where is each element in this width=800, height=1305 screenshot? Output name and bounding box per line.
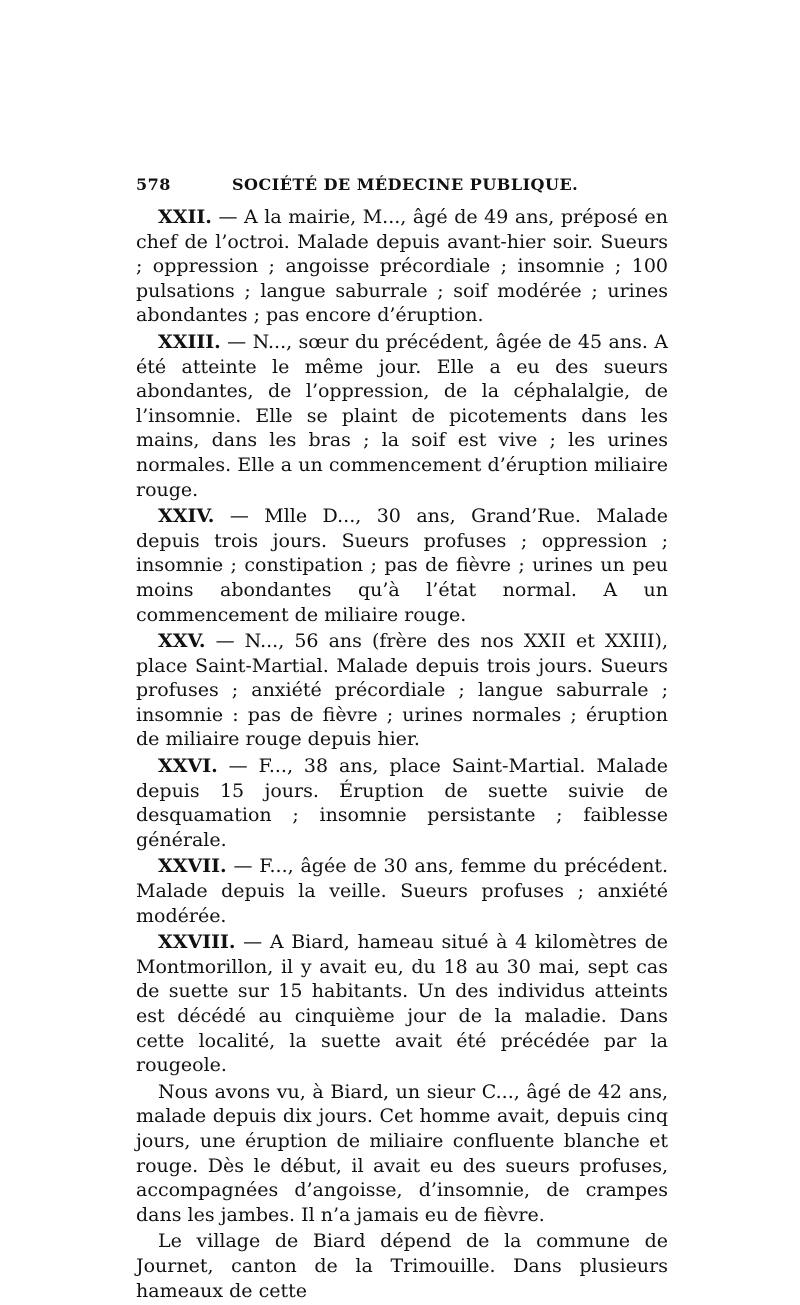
paragraph-case-xxii <box>136 205 668 328</box>
running-title: SOCIÉTÉ DE MÉDECINE PUBLIQUE. <box>232 175 579 194</box>
paragraph-case-xxvi <box>136 754 668 852</box>
paragraph-case-xxvii <box>136 854 668 928</box>
case-number: XXVIII. <box>158 931 236 954</box>
page-number: 578 <box>136 175 171 194</box>
paragraph-biard-village <box>136 1229 668 1303</box>
paragraph-text: Nous avons vu, à Biard, un sieur C..., âgé de 42 ans, malade depuis dix jours. Cet homme avait, depuis cinq jours, une éruption de miliaire confluente blanche et rouge. Dès le début, il avait eu des sueurs profuses, accompagnées d’angoisse, d’insomnie, de crampes dans les jambes. Il n’a jamais eu de fièvre. <box>136 1080 668 1226</box>
paragraph-text: Le village de Biard dépend de la commune de Journet, canton de la Trimouille. Dans plusieurs hameaux de cette <box>136 1230 668 1302</box>
case-text: — F..., âgée de 30 ans, femme du précédent. Malade depuis la veille. Sueurs profuses ; anxiété modérée. <box>136 855 668 927</box>
case-number: XXII. <box>158 206 212 228</box>
case-number: XXIII. <box>158 330 221 353</box>
body-text <box>136 205 668 1303</box>
paragraph-biard-observation <box>136 1080 668 1228</box>
paragraph-case-xxviii <box>136 930 668 1078</box>
paragraph-case-xxiv <box>136 504 668 627</box>
case-text: — N..., sœur du précédent, âgée de 45 ans. A été atteinte le même jour. Elle a eu des sueurs abondantes, de l’oppression, de la céphalalgie, de l’insomnie. Elle se plaint de picotements dans les mains, dans les bras ; la soif est vive ; les urines normales. Elle a un commencement d’éruption miliaire rouge. <box>136 330 668 501</box>
case-number: XXVII. <box>158 855 227 878</box>
case-text: — A Biard, hameau situé à 4 kilomètres de Montmorillon, il y avait eu, du 18 au 30 mai, sept cas de suette sur 15 habitants. Un des individus atteints est décédé au cinquième jour de la maladie. Dans cette localité, la suette avait été précédée par la rougeole. <box>136 931 668 1077</box>
paragraph-case-xxv <box>136 629 668 752</box>
running-head <box>136 175 668 201</box>
case-text: — Mlle D..., 30 ans, Grand’Rue. Malade depuis trois jours. Sueurs profuses ; oppression ; insomnie ; constipation ; pas de fièvre ; urines un peu moins abondantes qu’à l’état normal. A un commencement de miliaire rouge. <box>136 505 668 626</box>
case-number: XXV. <box>158 630 206 653</box>
case-text: — A la mairie, M..., âgé de 49 ans, préposé en chef de l’octroi. Malade depuis avant-hier soir. Sueurs ; oppression ; angoisse précordiale ; insomnie ; 100 pulsations ; langue saburrale ; soif modérée ; urines abondantes ; pas encore d’éruption. <box>136 206 668 327</box>
case-number: XXVI. <box>158 755 218 778</box>
case-text: — F..., 38 ans, place Saint-Martial. Malade depuis 15 jours. Éruption de suette suivie de desquamation ; insomnie persistante ; faiblesse générale. <box>136 755 668 851</box>
case-number: XXIV. <box>158 505 215 528</box>
case-text: — N..., 56 ans (frère des nos XXII et XXIII), place Saint-Martial. Malade depuis trois jours. Sueurs profuses ; anxiété précordiale ; langue saburrale ; insomnie : pas de fièvre ; urines normales ; éruption de miliaire rouge depuis hier. <box>136 630 668 751</box>
book-page <box>136 175 668 1305</box>
paragraph-case-xxiii <box>136 330 668 502</box>
